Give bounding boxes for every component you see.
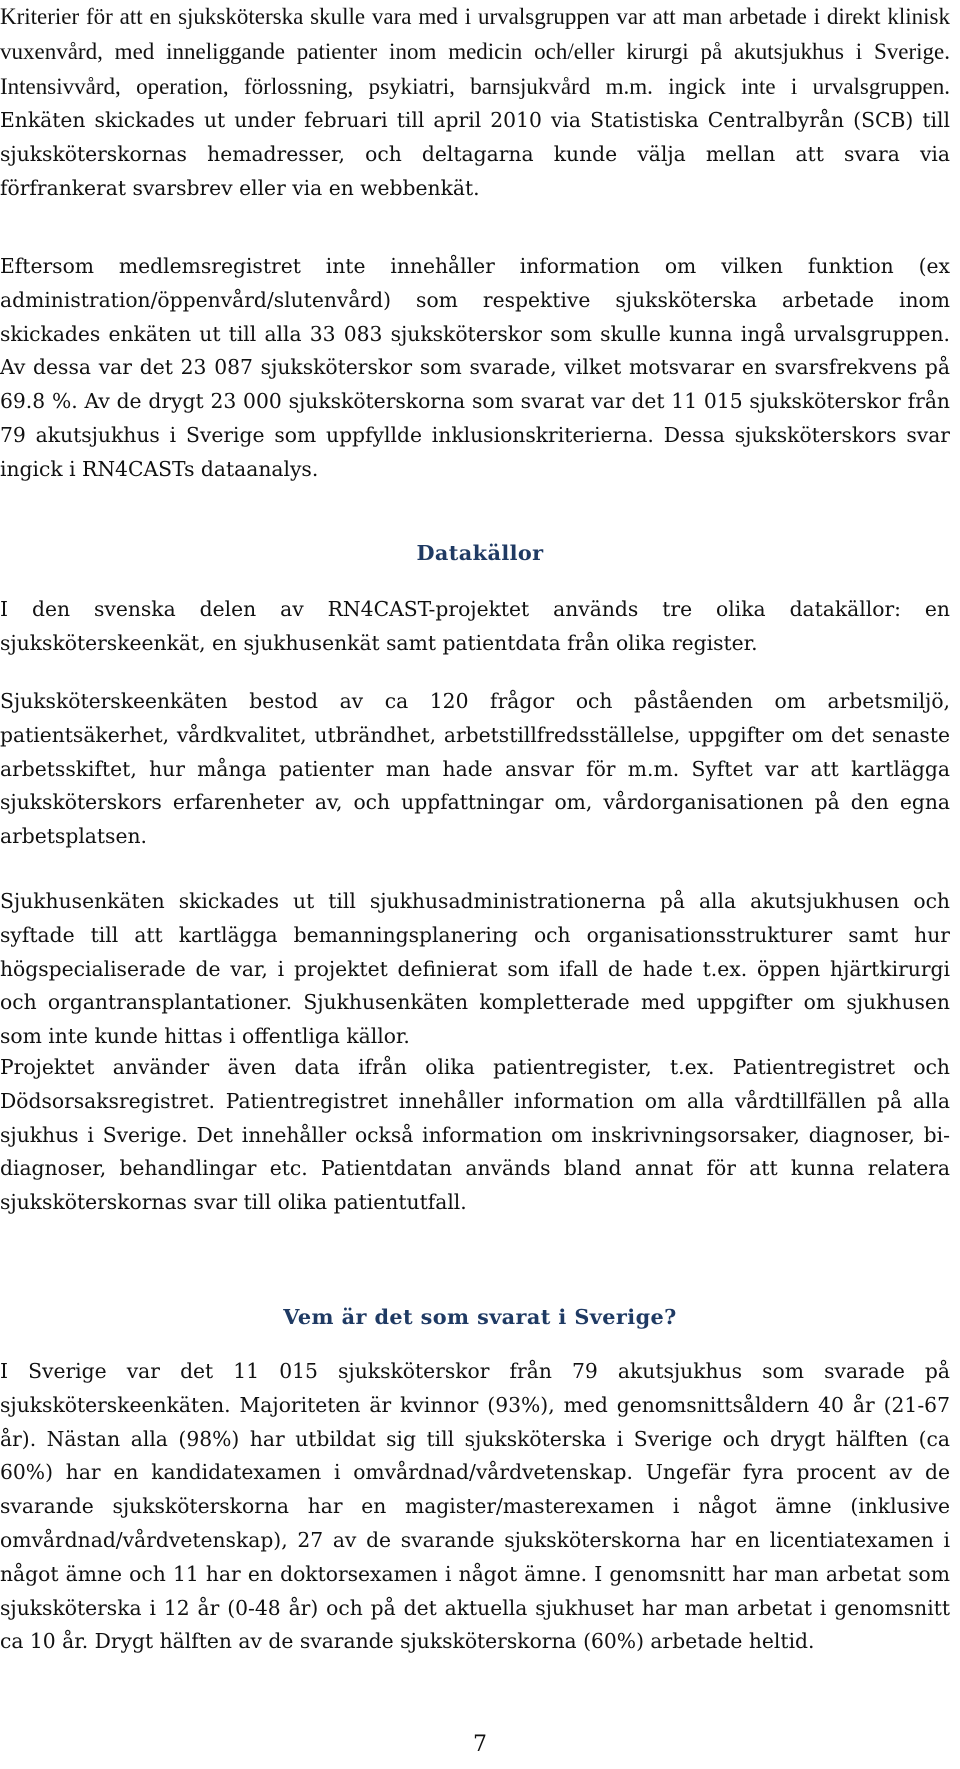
- paragraph-eligibility: Eftersom medlemsregistret inte innehåller information om vilken funktion (ex administration/öppenvård/slutenvård) som respektive sjuksköterska arbetade inom skickades enkäten ut till alla 33 083 sjuksköterskor som skulle kunna ingå urvalsgruppen. Av dessa var det 23 087 sjuksköterskor som svarade, vilket motsvarar en svarsfrekvens på 69.8 %. Av de drygt 23 000 sjuksköterskorna som svarat var det 11 015 sjuksköterskor från 79 akutsjukhus i Sverige som uppfyllde inklusionskriterierna. Dessa sjuksköterskors svar ingick i RN4CASTs dataanalys.: [0, 254, 950, 481]
- paragraph-hospital-survey: Sjukhusenkäten skickades ut till sjukhusadministrationerna på alla akutsjukhusen och syftade till att kartlägga bemanningsplanering och organisationsstrukturer samt hur högspecialiserade de var, i projektet definierat som ifall de hade t.ex. öppen hjärtkirurgi och organtransplantationer. Sjukhusenkäten kompletterade med uppgifter om sjukhusen som inte kunde hittas i offentliga källor.: [0, 889, 950, 1049]
- paragraph-respondents: I Sverige var det 11 015 sjuksköterskor från 79 akutsjukhus som svarade på sjuksköterskeenkäten. Majoriteten är kvinnor (93%), med genomsnittsåldern 40 år (21-67 år). Nästan alla (98%) har utbildat sig till sjuksköterska i Sverige och drygt hälften (ca 60%) har en kandidatexamen i omvårdnad/vårdvetenskap. Ungefär fyra procent av de svarande sjuksköterskorna har en magister/masterexamen i något ämne (inklusive omvårdnad/vårdvetenskap), 27 av de svarande sjuksköterskorna har en licentiatexamen i något ämne och 11 har en doktorsexamen i något ämne. I genomsnitt har man arbetat som sjuksköterska i 12 år (0-48 år) och på det aktuella sjukhuset har man arbetat i genomsnitt ca 10 år. Drygt hälften av de svarande sjuksköterskorna (60%) arbetade heltid.: [0, 1359, 950, 1654]
- paragraph-nurse-survey: Sjuksköterskeenkäten bestod av ca 120 frågor och påståenden om arbetsmiljö, patientsäkerhet, vårdkvalitet, utbrändhet, arbetstillfredsställelse, uppgifter om det senaste arbetsskiftet, hur många patienter man hade ansvar för m.m. Syftet var att kartlägga sjuksköterskors erfarenheter av, och uppfattningar om, vårdorganisationen på den egna arbetsplatsen.: [0, 689, 950, 849]
- paragraph-patient-registers: Projektet använder även data ifrån olika patientregister, t.ex. Patientregistret och Dödsorsaksregistret. Patientregistret innehåller information om alla vårdtillfällen på alla sjukhus i Sverige. Det innehåller också information om inskrivningsorsaker, diagnoser, bi-diagnoser, behandlingar etc. Patientdatan används bland annat för att kunna relatera sjuksköterskornas svar till olika patientutfall.: [0, 1055, 950, 1215]
- paragraph-data-sources: I den svenska delen av RN4CAST-projektet används tre olika datakällor: en sjuksköterskeenkät, en sjukhusenkät samt patientdata från olika register.: [0, 597, 950, 655]
- paragraph-intro-serif-text: Kriterier för att en sjuksköterska skulle vara med i urvalsgruppen var att man arbetade i direkt klinisk vuxenvård, med inneliggande patienter inom medicin och/eller kirurgi på akutsjukhus i Sverige. Intensivvård, operation, förlossning, psykiatri, barnsjukvård m.m. ingick inte i urvalsgruppen.: [0, 4, 950, 99]
- page-number: 7: [473, 1732, 487, 1757]
- section-heading-datakallor: Datakällor: [416, 540, 544, 565]
- paragraph-intro: [0, 0, 950, 206]
- paragraph-intro-rest-text: Enkäten skickades ut under februari till april 2010 via Statistiska Centralbyrån (SCB) till sjuksköterskornas hemadresser, och deltagarna kunde välja mellan att svara via förfrankerat svarsbrev eller via en webbenkät.: [0, 108, 950, 200]
- section-heading-respondents: Vem är det som svarat i Sverige?: [283, 1304, 677, 1329]
